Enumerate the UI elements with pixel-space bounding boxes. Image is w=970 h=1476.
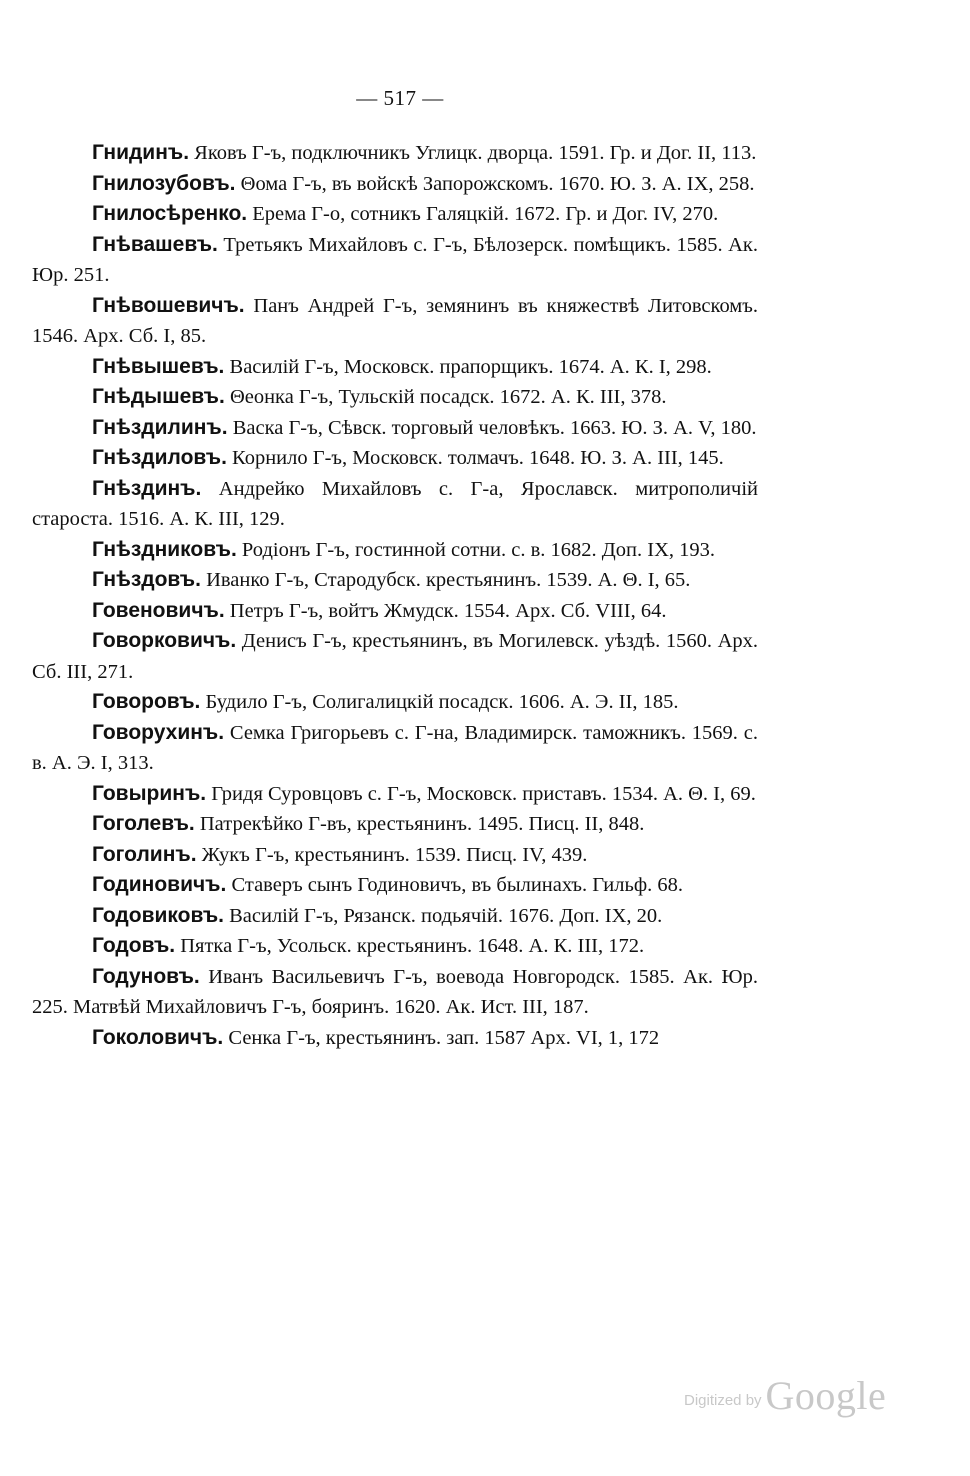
entry-headword: Гнѣвошевичъ. (92, 293, 245, 317)
entry-text: Родіонъ Г-ъ, гостинной сотни. с. в. 1682. Доп. IX, 193. (241, 538, 715, 561)
entry-text: Третьякъ Михайловъ с. Г-ъ, Бѣлозерск. помѣщикъ. 1585. Ак. Юр. 251. (32, 233, 758, 286)
entry-headword: Гнѣвышевъ. (92, 354, 225, 378)
entry-headword: Гнѣздилинъ. (92, 415, 228, 439)
entry-text: Гридя Суровцовъ с. Г-ъ, Московск. приставъ. 1534. А. Θ. I, 69. (211, 782, 756, 805)
entry-text: Иванъ Васильевичъ Г-ъ, воевода Новгородск. 1585. Ак. Юр. 225. Матвѣй Михайловичъ Г-ъ, бояринъ. 1620. Ак. Ист. III, 187. (32, 965, 758, 1018)
entry-headword: Гнѣздиловъ. (92, 446, 227, 469)
entry (32, 138, 758, 169)
entry (32, 870, 758, 901)
entry (32, 382, 758, 413)
entry-text: Петръ Г-ъ, войтъ Жмудск. 1554. Арх. Сб. VIII, 64. (229, 599, 667, 622)
entry-text: Ерема Г-о, сотникъ Галяцкій. 1672. Гр. и Дог. IV, 270. (252, 203, 719, 225)
entry-headword: Годиновичъ. (92, 873, 227, 896)
entry-headword: Гнидинъ. (92, 141, 190, 164)
entry (32, 1023, 758, 1054)
entry-headword: Гнѣдышевъ. (92, 385, 225, 408)
entry-headword: Гнилозубовъ. (92, 171, 236, 195)
dictionary-entries (32, 138, 758, 1053)
entry (32, 565, 758, 596)
entry (32, 169, 758, 200)
digitized-by-watermark (684, 1372, 886, 1419)
entry (32, 596, 758, 627)
entry-text: Корнило Г-ъ, Московск. толмачъ. 1648. Ю. З. А. III, 145. (232, 447, 724, 469)
entry (32, 962, 758, 1023)
entry-headword: Гнѣздинъ. (92, 476, 202, 500)
entry-text: Сенка Г-ъ, крестьянинъ. зап. 1587 Арх. VI, 1, 172 (228, 1026, 660, 1049)
entry (32, 626, 758, 687)
entry (32, 901, 758, 932)
entry (32, 779, 758, 810)
entry-headword: Говыринъ. (92, 781, 207, 805)
entry-headword: Годовъ. (92, 934, 176, 957)
page-number: — 517 — (356, 86, 444, 110)
entry-headword: Говеновичъ. (92, 598, 225, 622)
entry-headword: Гоголевъ. (92, 812, 195, 835)
entry (32, 535, 758, 566)
entry (32, 840, 758, 871)
entry-headword: Гнѣздниковъ. (92, 537, 237, 561)
entry-text: Ставеръ сынъ Годиновичъ, въ былинахъ. Гильф. 68. (231, 874, 683, 896)
entry-text: Васка Г-ъ, Сѣвск. торговый человѣкъ. 1663. Ю. З. А. V, 180. (232, 416, 757, 439)
entry (32, 474, 758, 535)
entry-text: Патрекѣйко Г-въ, крестьянинъ. 1495. Писц. II, 848. (199, 813, 645, 835)
entry-headword: Говорухинъ. (92, 720, 225, 744)
entry-headword: Гнѣздовъ. (92, 568, 201, 591)
entry-text: Θома Г-ъ, въ войскѣ Запорожскомъ. 1670. Ю. З. А. IX, 258. (240, 172, 755, 195)
entry (32, 291, 758, 352)
entry-headword: Гнилосѣренко. (92, 202, 248, 225)
entry-text: Пятка Г-ъ, Усольск. крестьянинъ. 1648. А. К. III, 172. (180, 935, 645, 957)
watermark-prefix: Digitized by (684, 1392, 762, 1409)
entry (32, 230, 758, 291)
entry-headword: Гоколовичъ. (92, 1025, 224, 1049)
entry-text: Андрейко Михайловъ с. Г-а, Ярославск. митрополичій староста. 1516. А. К. III, 129. (32, 477, 758, 530)
entry-headword: Гнѣвашевъ. (92, 232, 218, 256)
entry-headword: Гоголинъ. (92, 842, 197, 866)
entry-headword: Говорковичъ. (92, 629, 237, 652)
entry-text: Будило Г-ъ, Солигалицкій посадск. 1606. А. Э. II, 185. (205, 691, 679, 713)
google-logo: Google (765, 1373, 887, 1418)
entry-headword: Годовиковъ. (92, 903, 224, 927)
entry-text: Василій Г-ъ, Рязанск. подьячій. 1676. Доп. IX, 20. (229, 904, 663, 927)
entry-text: Жукъ Г-ъ, крестьянинъ. 1539. Писц. IV, 439. (201, 843, 588, 866)
entry-text: Денисъ Г-ъ, крестьянинъ, въ Могилевск. уѣздѣ. 1560. Арх. Сб. III, 271. (32, 630, 758, 683)
entry (32, 352, 758, 383)
entry-text: Яковъ Г-ъ, подключникъ Углицк. дворца. 1591. Гр. и Дог. II, 113. (194, 142, 757, 164)
entry (32, 687, 758, 718)
entry (32, 413, 758, 444)
entry (32, 199, 758, 230)
entry-text: Иванко Г-ъ, Стародубск. крестьянинъ. 1539. А. Θ. I, 65. (206, 569, 691, 591)
entry (32, 718, 758, 779)
entry-text: Семка Григорьевъ с. Г-на, Владимирск. таможникъ. 1569. с. в. А. Э. I, 313. (32, 721, 758, 774)
entry-headword: Говоровъ. (92, 690, 201, 713)
entry-text: Василій Г-ъ, Московск. прапорщикъ. 1674. А. К. I, 298. (229, 355, 712, 378)
entry-text: Панъ Андрей Г-ъ, земянинъ въ княжествѣ Литовскомъ. 1546. Арх. Сб. I, 85. (32, 294, 759, 347)
entry (32, 809, 758, 840)
entry (32, 931, 758, 962)
entry-headword: Годуновъ. (92, 964, 200, 988)
entry-text: Θеонка Г-ъ, Тульскій посадск. 1672. А. К. III, 378. (229, 386, 667, 408)
entry (32, 443, 758, 474)
